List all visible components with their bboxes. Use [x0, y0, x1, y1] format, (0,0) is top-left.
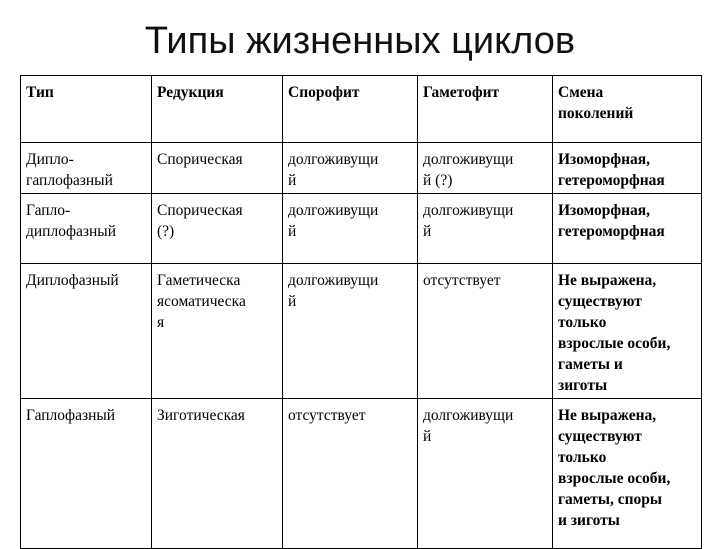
- life-cycles-table: [20, 75, 702, 549]
- cell-gametophyte: долгоживущи й (?): [418, 143, 553, 194]
- header-reduction: Редукция: [152, 76, 283, 143]
- header-sporophyte: Спорофит: [283, 76, 418, 143]
- cell-reduction: Гаметическа ясоматическа я: [152, 264, 283, 399]
- cell-type: Дипло- гаплофазный: [21, 143, 152, 194]
- cell-sporophyte: долгоживущи й: [283, 194, 418, 264]
- cell-gametophyte: долгоживущи й: [418, 194, 553, 264]
- cell-generation-change: Изоморфная, гетероморфная: [553, 143, 702, 194]
- cell-reduction: Зиготическая: [152, 399, 283, 549]
- cell-type: Диплофазный: [21, 264, 152, 399]
- header-gametophyte: Гаметофит: [418, 76, 553, 143]
- cell-reduction: Спорическая: [152, 143, 283, 194]
- cell-type: Гапло- диплофазный: [21, 194, 152, 264]
- table-row: [21, 399, 702, 549]
- cell-generation-change: Изоморфная, гетероморфная: [553, 194, 702, 264]
- cell-generation-change: Не выражена, существуют только взрослые особи, гаметы и зиготы: [553, 264, 702, 399]
- cell-sporophyte: долгоживущи й: [283, 143, 418, 194]
- header-generation-change: Смена поколений: [553, 76, 702, 143]
- cell-generation-change: Не выражена, существуют только взрослые особи, гаметы, споры и зиготы: [553, 399, 702, 549]
- table-row: [21, 194, 702, 264]
- header-type: Тип: [21, 76, 152, 143]
- cell-sporophyte: долгоживущи й: [283, 264, 418, 399]
- slide-title: Типы жизненных циклов: [144, 20, 576, 62]
- table-header-row: [21, 76, 702, 143]
- cell-type: Гаплофазный: [21, 399, 152, 549]
- table-row: [21, 143, 702, 194]
- cell-sporophyte: отсутствует: [283, 399, 418, 549]
- cell-gametophyte: долгоживущи й: [418, 399, 553, 549]
- table-row: [21, 264, 702, 399]
- cell-gametophyte: отсутствует: [418, 264, 553, 399]
- cell-reduction: Спорическая (?): [152, 194, 283, 264]
